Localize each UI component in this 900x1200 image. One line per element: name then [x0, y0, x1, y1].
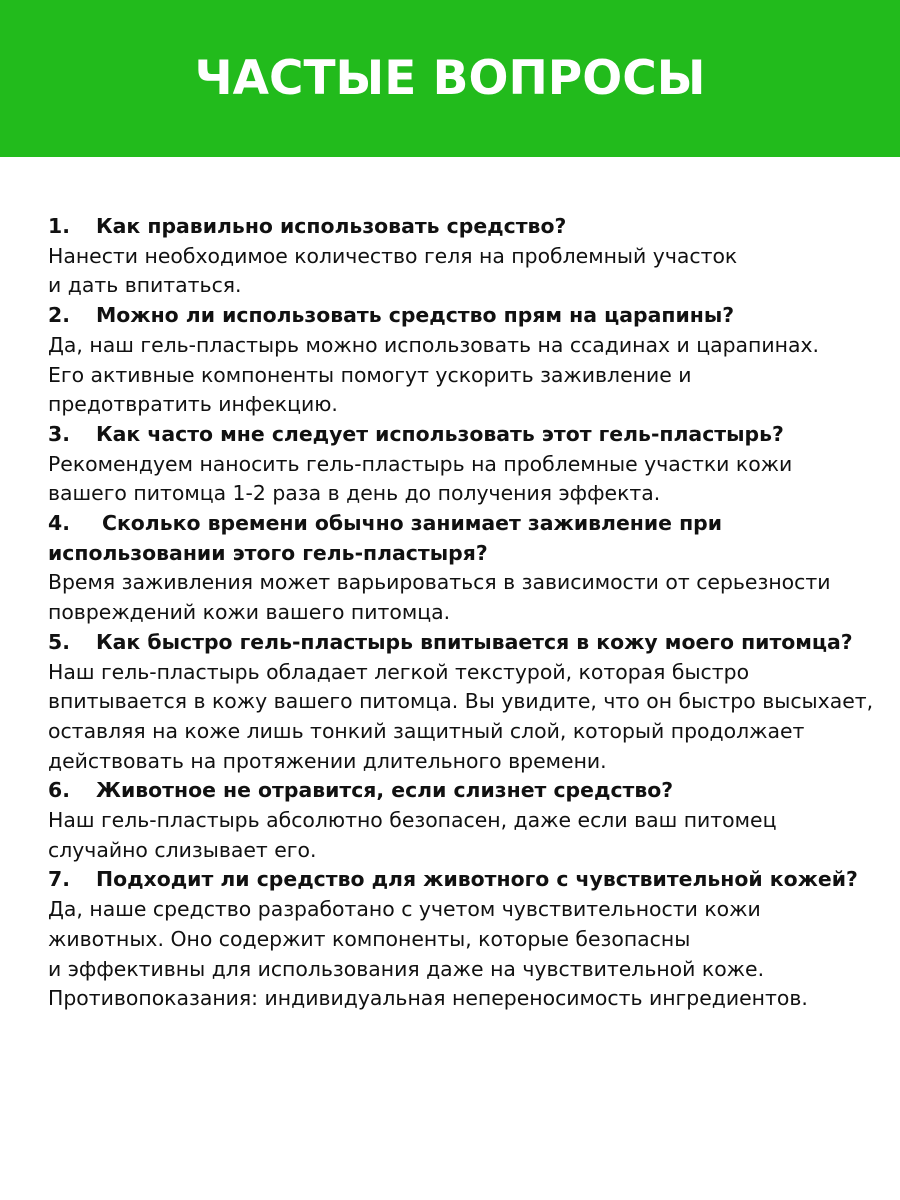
faq-list [48, 212, 888, 1014]
faq-question-text-continued: использовании этого гель-пластыря? [48, 540, 488, 565]
faq-question-text: Как правильно использовать средство? [96, 214, 567, 238]
faq-answer-line: Наш гель-пластырь абсолютно безопасен, даже если ваш питомец [48, 808, 777, 833]
faq-number: 5. [48, 629, 70, 654]
faq-answer-line: и эффективны для использования даже на чувствительной коже. [48, 956, 765, 981]
faq-number: 1. [48, 214, 70, 238]
faq-question-1 [48, 212, 888, 242]
faq-question-7 [48, 865, 888, 895]
faq-question-2 [48, 301, 888, 331]
header-banner [0, 0, 900, 157]
faq-question-text: Подходит ли средство для животного с чувствительной кожей? [96, 867, 858, 892]
faq-answer-line: случайно слизывает его. [48, 837, 317, 862]
faq-answer-line: Наш гель-пластырь обладает легкой текстурой, которая быстро [48, 659, 750, 684]
faq-answer-line: вашего питомца 1-2 раза в день до получения эффекта. [48, 481, 661, 506]
faq-number: 6. [48, 778, 70, 803]
faq-question-4 [48, 509, 888, 539]
faq-number: 7. [48, 867, 70, 892]
faq-number: 2. [48, 303, 70, 328]
faq-answer-line: и дать впитаться. [48, 273, 242, 298]
faq-answer-line: повреждений кожи вашего питомца. [48, 600, 451, 625]
faq-answer-line: действовать на протяжении длительного времени. [48, 748, 607, 773]
faq-answer-line: Да, наше средство разработано с учетом чувствительности кожи [48, 897, 761, 922]
faq-answer-line: предотвратить инфекцию. [48, 392, 338, 417]
faq-question-6 [48, 776, 888, 806]
page-title: ЧАСТЫЕ ВОПРОСЫ [194, 51, 706, 106]
faq-question-text: Можно ли использовать средство прям на царапины? [96, 303, 735, 328]
faq-number: 3. [48, 421, 70, 446]
faq-answer-line: животных. Оно содержит компоненты, которые безопасны [48, 926, 691, 951]
faq-question-3 [48, 420, 888, 450]
faq-answer-line: оставляя на коже лишь тонкий защитный слой, который продолжает [48, 718, 805, 743]
faq-question-text: Как часто мне следует использовать этот гель-пластырь? [96, 421, 784, 446]
faq-answer-line: Да, наш гель-пластырь можно использовать на ссадинах и царапинах. [48, 332, 820, 357]
faq-answer-line: Нанести необходимое количество геля на проблемный участок [48, 243, 738, 268]
faq-question-text: Сколько времени обычно занимает заживление при [102, 511, 723, 536]
faq-number: 4. [48, 511, 70, 536]
faq-answer-line: впитывается в кожу вашего питомца. Вы увидите, что он быстро высыхает, [48, 689, 874, 714]
faq-answer-line: Рекомендуем наносить гель-пластырь на проблемные участки кожи [48, 451, 793, 476]
faq-answer-line: Противопоказания: индивидуальная непереносимость ингредиентов. [48, 986, 808, 1011]
faq-question-text: Как быстро гель-пластырь впитывается в кожу моего питомца? [96, 629, 853, 654]
faq-question-text: Животное не отравится, если слизнет средство? [96, 778, 674, 803]
faq-answer-line: Его активные компоненты помогут ускорить заживление и [48, 362, 692, 387]
faq-question-5 [48, 628, 888, 658]
faq-answer-line: Время заживления может варьироваться в зависимости от серьезности [48, 570, 831, 595]
